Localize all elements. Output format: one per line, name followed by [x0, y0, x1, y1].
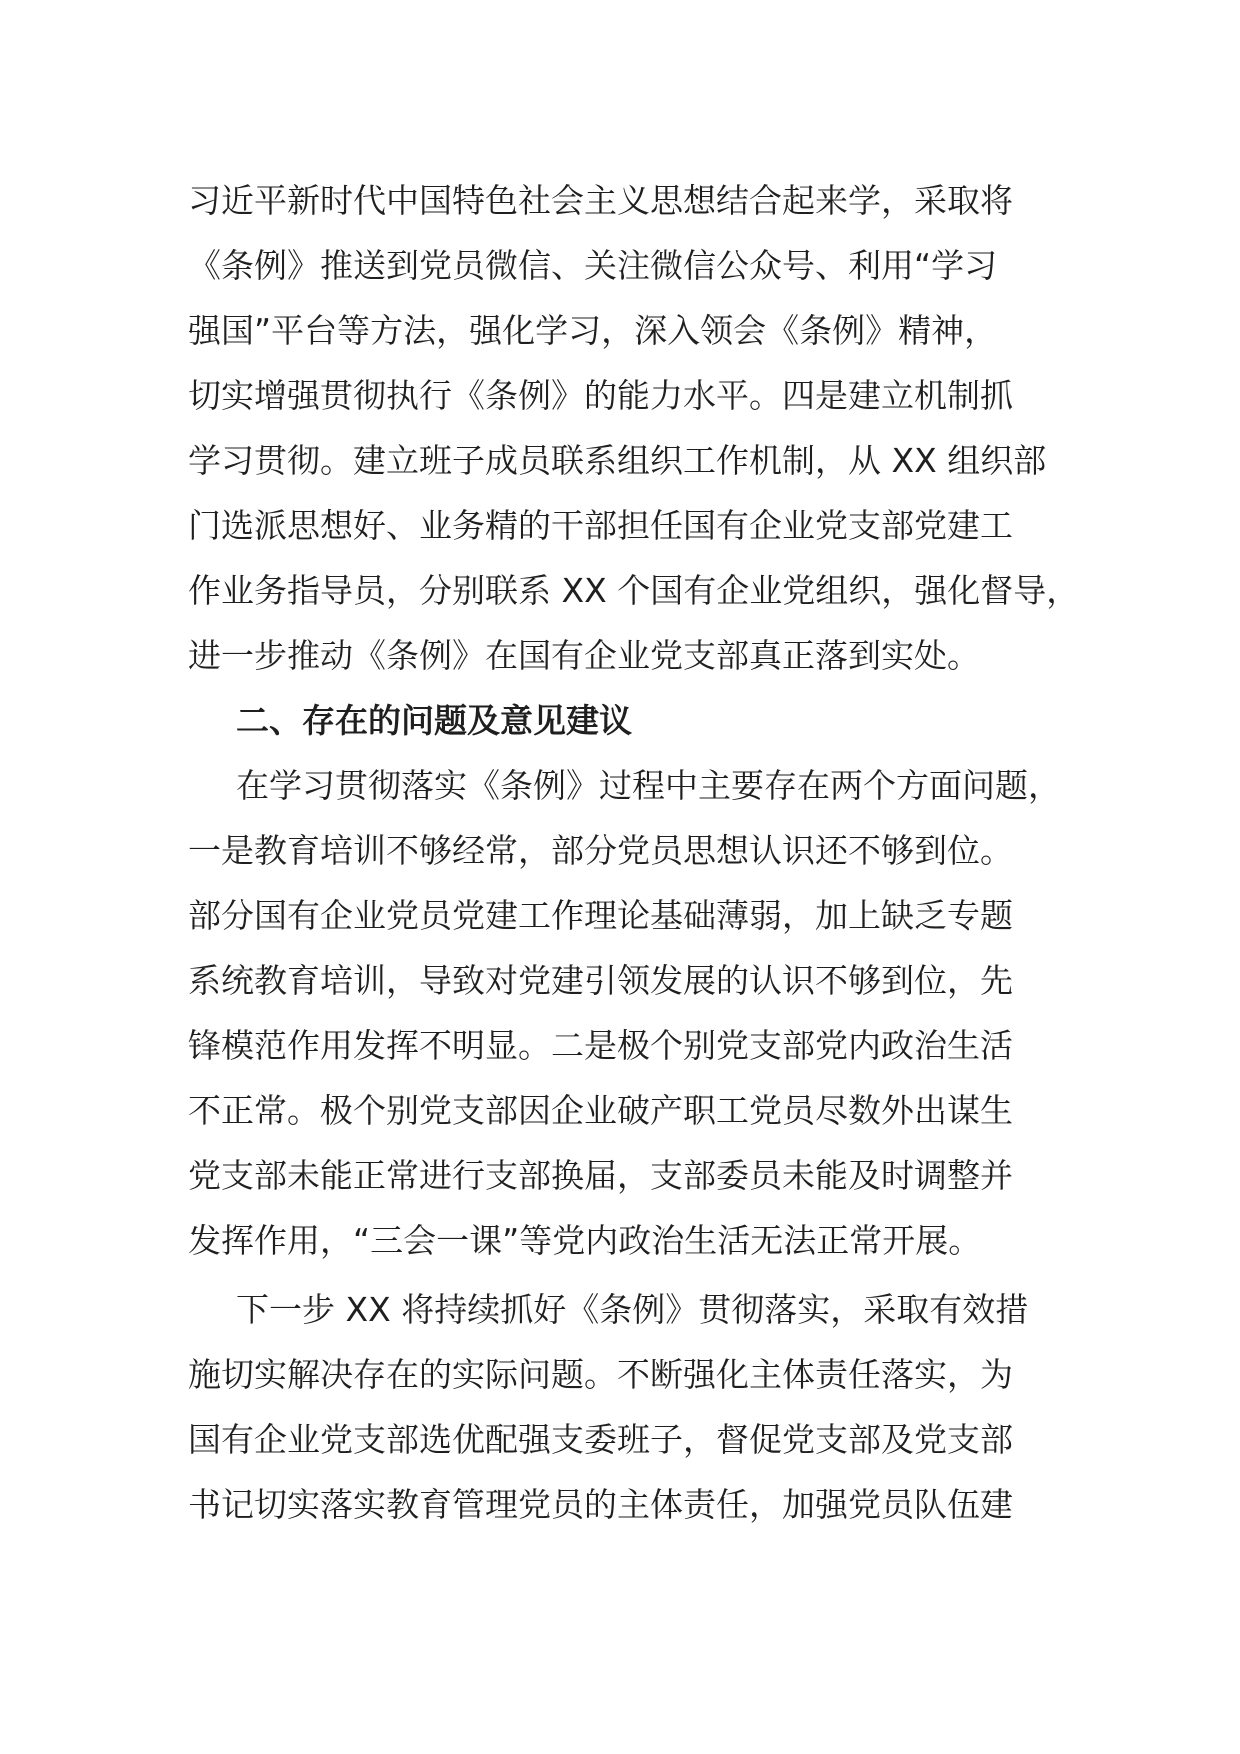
paragraph-line: 强国”平台等方法，强化学习，深入领会《条例》精神，: [188, 311, 998, 350]
paragraph-line: 书记切实落实教育管理党员的主体责任，加强党员队伍建: [188, 1485, 1013, 1524]
paragraph-line: 发挥作用，“三会一课”等党内政治生活无法正常开展。: [188, 1221, 982, 1260]
paragraph-line: 学习贯彻。建立班子成员联系组织工作机制，从 XX 组织部: [188, 441, 1047, 480]
paragraph-line: 《条例》推送到党员微信、关注微信公众号、利用“学习: [188, 246, 998, 285]
document-body: [188, 168, 1088, 1537]
paragraph-line: 施切实解决存在的实际问题。不断强化主体责任落实，为: [188, 1355, 1013, 1394]
paragraph-line: 下一步 XX 将持续抓好《条例》贯彻落实，采取有效措: [236, 1290, 1029, 1329]
continuation-paragraph: [188, 168, 1088, 688]
paragraph-line: 锋模范作用发挥不明显。二是极个别党支部党内政治生活: [188, 1026, 1013, 1065]
problems-paragraph: [188, 753, 1088, 1273]
paragraph-line: 门选派思想好、业务精的干部担任国有企业党支部党建工: [188, 506, 1013, 545]
next-steps-paragraph: [188, 1277, 1088, 1537]
paragraph-line: 国有企业党支部选优配强支委班子，督促党支部及党支部: [188, 1420, 1013, 1459]
section-heading: 二、存在的问题及意见建议: [236, 701, 632, 740]
paragraph-line: 切实增强贯彻执行《条例》的能力水平。四是建立机制抓: [188, 376, 1013, 415]
paragraph-line: 作业务指导员，分别联系 XX 个国有企业党组织，强化督导，: [188, 571, 1080, 610]
paragraph-line: 部分国有企业党员党建工作理论基础薄弱，加上缺乏专题: [188, 896, 1013, 935]
paragraph-line: 一是教育培训不够经常，部分党员思想认识还不够到位。: [188, 831, 1013, 870]
paragraph-line: 系统教育培训，导致对党建引领发展的认识不够到位，先: [188, 961, 1013, 1000]
paragraph-line: 不正常。极个别党支部因企业破产职工党员尽数外出谋生: [188, 1091, 1013, 1130]
paragraph-line: 在学习贯彻落实《条例》过程中主要存在两个方面问题，: [236, 766, 1061, 805]
paragraph-line: 习近平新时代中国特色社会主义思想结合起来学，采取将: [188, 181, 1013, 220]
paragraph-line: 进一步推动《条例》在国有企业党支部真正落到实处。: [188, 636, 980, 675]
paragraph-line: 党支部未能正常进行支部换届，支部委员未能及时调整并: [188, 1156, 1013, 1195]
